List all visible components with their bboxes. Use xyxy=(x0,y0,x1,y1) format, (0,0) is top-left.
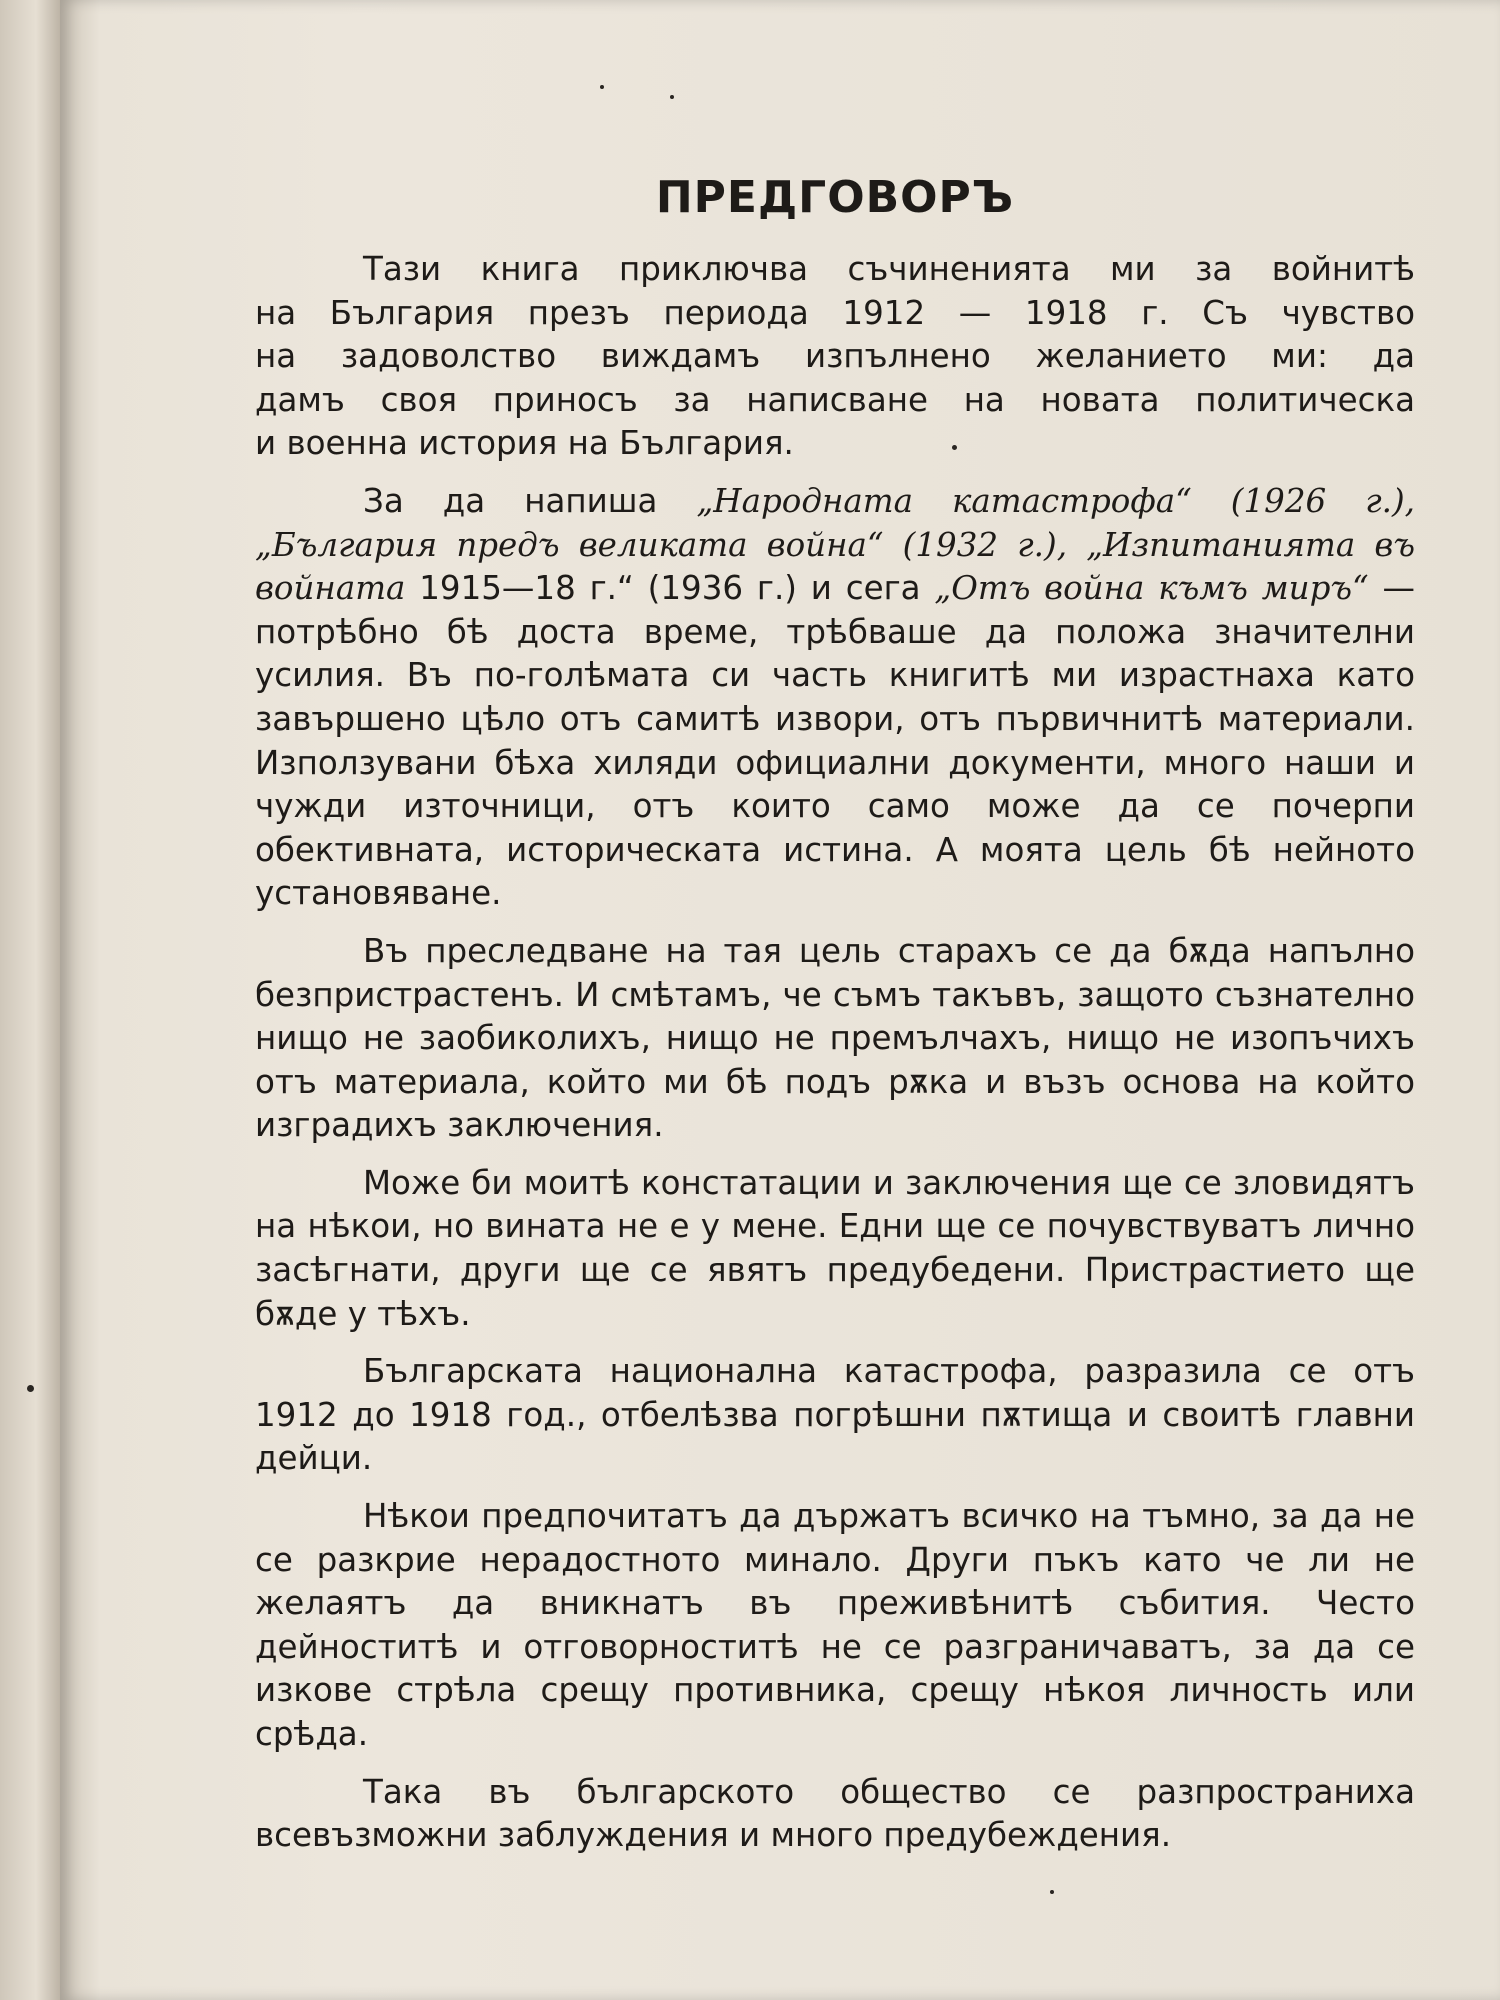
print-speck xyxy=(1050,1890,1054,1894)
paragraph-4: Може би моитѣ констатации и заключения ще се зловидятъ на нѣкои, но вината не е у мене. Едни ще се почувствуватъ лично засѣгнати, други ще се явятъ предубедени. Пристрастието ще бѫде у тѣхъ. xyxy=(255,1163,1415,1333)
print-speck xyxy=(670,95,674,99)
paragraph-1 xyxy=(255,248,1415,466)
book-title-4: „Отъ война къмъ миръ“ xyxy=(934,569,1369,608)
print-speck xyxy=(27,1385,34,1392)
text-line: на задоволство виждамъ изпълнено желанието ми: да xyxy=(255,337,1415,376)
paragraph-3: Въ преследване на тая цель старахъ се да бѫда напълно безпристрастенъ. И смѣтамъ, че съмъ такъвъ, защото съзнателно нищо не заобиколихъ, нищо не премълчахъ, нищо не изопъчихъ отъ материала, който ми бѣ подъ рѫка и възъ основа на който изградихъ заключения. xyxy=(255,931,1415,1145)
book-gutter xyxy=(0,0,60,2000)
text-segment: 1915—18 г.“ (1936 г.) и сега xyxy=(405,569,935,608)
text-line: дамъ своя приносъ за написване на новата политическа xyxy=(255,380,1415,419)
paragraph-5: Българската национална катастрофа, разразила се отъ 1912 до 1918 год., отбелѣзва погрѣшни пѫтища и своитѣ главни дейци. xyxy=(255,1352,1415,1478)
text-line: и военна история на България. xyxy=(255,424,794,463)
paragraph-2 xyxy=(255,480,1415,916)
paragraph-7: Така въ българското общество се разпространиха всевъзможни заблуждения и много предубеждения. xyxy=(255,1772,1415,1855)
print-speck xyxy=(600,85,604,89)
book-title-1: „Народната катастрофа“ (1926 г.), xyxy=(696,481,1415,520)
text-segment: — потрѣбно бѣ доста време, трѣбваше да положа значителни усилия. Въ по-голѣмата си часть книгитѣ ми израстнаха като завършено цѣло отъ самитѣ извори, отъ първичнитѣ материали. Използувани бѣха хиляди официални документи, много наши и чужди източници, отъ които само може да се почерпи обективната, историческата истина. А моята цель бѣ нейното установяване. xyxy=(255,569,1415,913)
page-content xyxy=(255,170,1415,1872)
paragraph-6: Нѣкои предпочитатъ да държатъ всичко на тъмно, за да не се разкрие нерадостното минало. Други пъкъ като че ли не желаятъ да вникнатъ въ преживѣнитѣ събития. Често дейноститѣ и отговорноститѣ не се разграничаватъ, за да се изкове стрѣла срещу противника, срещу нѣкоя личность или срѣда. xyxy=(255,1497,1415,1753)
print-speck xyxy=(952,445,957,450)
book-title-2: „България предъ великата война“ (1932 г.), „Изпитанията въ войната xyxy=(255,525,1415,608)
text-line: Тази книга приключва съчиненията ми за войнитѣ xyxy=(363,250,1415,288)
page-title: ПРЕДГОВОРЪ xyxy=(655,172,1015,223)
book-page xyxy=(60,0,1500,2000)
text-segment: За да напиша xyxy=(363,481,697,520)
text-line: на България презъ периода 1912 — 1918 г. Съ чувство xyxy=(255,293,1415,332)
